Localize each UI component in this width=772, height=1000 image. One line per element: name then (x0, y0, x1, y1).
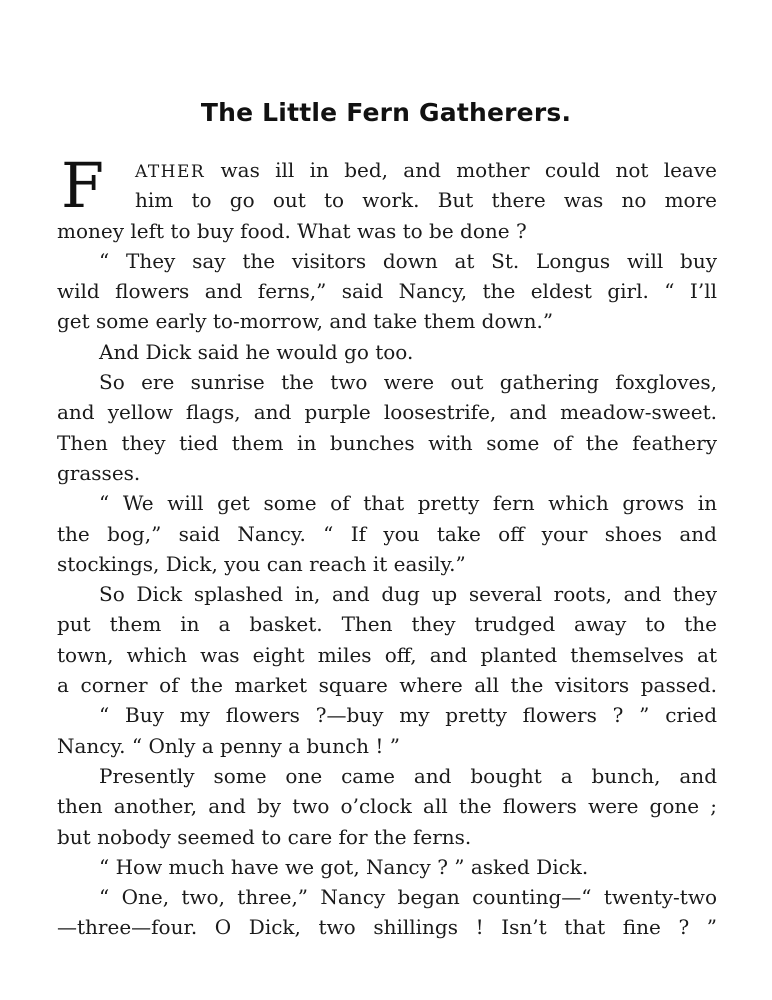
text-line: Presently some one came and bought a bunch, and (99, 763, 717, 788)
text-line: Nancy. “ Only a penny a bunch ! ” (57, 733, 401, 758)
text-line: get some early to-morrow, and take them down.” (57, 309, 554, 334)
text-line: the bog,” said Nancy. “ If you take off your shoes and (57, 521, 717, 546)
drop-cap: F (61, 149, 105, 222)
text-line: a corner of the market square where all the visitors passed. (57, 673, 717, 698)
text-line: So Dick splashed in, and dug up several roots, and they (99, 582, 717, 607)
text-line: but nobody seemed to care for the ferns. (57, 824, 472, 849)
text-line: wild flowers and ferns,” said Nancy, the eldest girl. “ I’ll (57, 279, 717, 304)
text-line: “ How much have we got, Nancy ? ” asked Dick. (99, 854, 589, 879)
text-line: grasses. (57, 460, 141, 485)
text-line: then another, and by two o’clock all the flowers were gone ; (57, 794, 717, 819)
text-line: money left to buy food. What was to be done ? (57, 218, 527, 243)
text-line: And Dick said he would go too. (99, 339, 414, 364)
text-line: So ere sunrise the two were out gathering foxgloves, (99, 370, 717, 395)
text-line: stockings, Dick, you can reach it easily.” (57, 551, 466, 576)
text-line: him to go out to work. But there was no more (135, 188, 717, 213)
text-line: Then they tied them in bunches with some of the feathery (57, 430, 717, 455)
text-line: “ We will get some of that pretty fern which grows in (99, 491, 717, 516)
small-caps-word: ATHER (135, 162, 206, 182)
page-title: The Little Fern Gatherers. (200, 98, 572, 127)
text-line: and yellow flags, and purple loosestrife, and meadow-sweet. (57, 400, 717, 425)
text-line: “ One, two, three,” Nancy began counting—“ twenty-two (99, 885, 717, 910)
story-text (57, 149, 717, 943)
text-line: “ They say the visitors down at St. Longus will buy (99, 248, 717, 273)
text-line: “ Buy my flowers ?—buy my pretty flowers ? ” cried (99, 703, 717, 728)
text-line: put them in a basket. Then they trudged away to the (57, 612, 717, 637)
text-line: —three—four. O Dick, two shillings ! Isn’t that fine ? ” (57, 915, 717, 940)
text-line: town, which was eight miles off, and planted themselves at (57, 642, 717, 667)
text-line: F ATHER was ill in bed, and mother could not leave (61, 149, 717, 222)
